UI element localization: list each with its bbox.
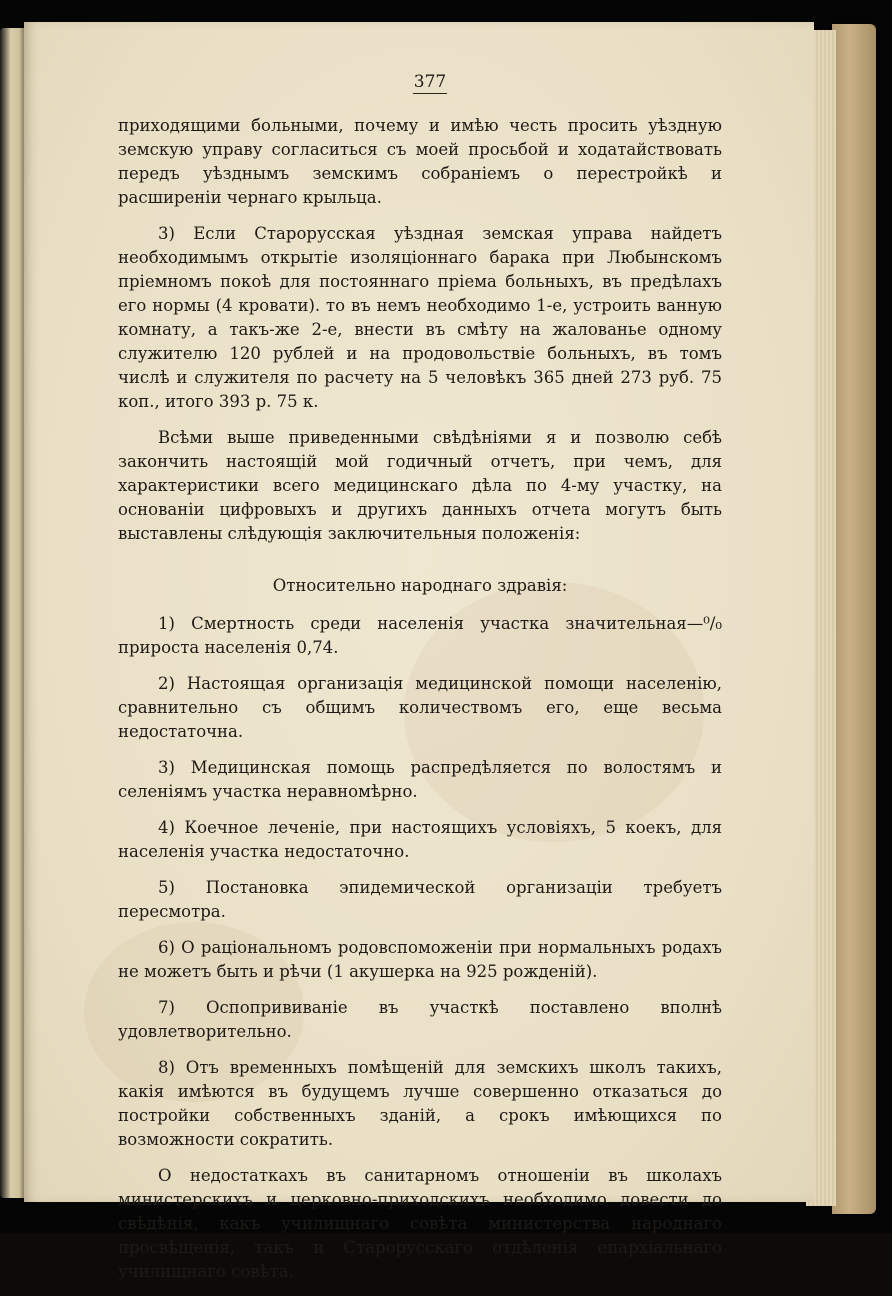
conclusion-item: 1) Смертность среди населенія участка значительная—⁰/₀ прироста населенія 0,74. <box>118 614 722 657</box>
page-number <box>118 70 722 94</box>
previous-page-edge <box>0 28 24 1198</box>
conclusion-item: 3) Медицинская помощь распредѣляется по волостямъ и селеніямъ участка неравномѣрно. <box>118 758 722 801</box>
section-heading: Относительно народнаго здравія: <box>272 576 568 595</box>
book-cover-edge <box>832 24 876 1214</box>
page-text <box>118 70 722 1296</box>
conclusion-item: 7) Оспопрививаніе въ участкѣ поставлено вполнѣ удовлетворительно. <box>118 998 722 1041</box>
conclusion-item: 6) О раціональномъ родовспоможеніи при нормальныхъ родахъ не можетъ быть и рѣчи (1 акушерка на 925 рожденій). <box>118 938 722 981</box>
conclusion-item: 2) Настоящая организація медицинской помощи населенію, сравнительно съ общимъ количествомъ его, еще весьма недостаточна. <box>118 674 722 741</box>
paragraph: 3) Если Старорусская уѣздная земская управа найдетъ необходимымъ открытіе изоляціоннаго барака при Любынскомъ пріемномъ покоѣ для постояннаго пріема больныхъ, въ предѣлахъ его нормы (4 кровати). то въ немъ необходимо 1-е, устроить ванную комнату, а такъ-же 2-е, внести въ смѣту на жалованье одному служителю 120 рублей и на продовольствіе больныхъ, въ томъ числѣ и служителя по расчету на 5 человѣкъ 365 дней 273 руб. 75 коп., итого 393 р. 75 к. <box>118 224 722 411</box>
paragraph: Всѣми выше приведенными свѣдѣніями я и позволю себѣ закончить настоящій мой годичный отчетъ, при чемъ, для характеристики всего медицинскаго дѣла по 4-му участку, на основаніи цифровыхъ и другихъ данныхъ отчета могутъ быть выставлены слѣдующія заключительныя положенія: <box>118 428 722 543</box>
conclusion-item: 4) Коечное леченіе, при настоящихъ условіяхъ, 5 коекъ, для населенія участка недостаточно. <box>118 818 722 861</box>
paragraph: приходящими больными, почему и имѣю честь просить уѣздную земскую управу согласиться съ моей просьбой и ходатайствовать передъ уѣзднымъ земскимъ собраніемъ о перестройкѣ и расширеніи чернаго крыльца. <box>118 116 722 207</box>
conclusion-item: 5) Постановка эпидемической организаціи требуетъ пересмотра. <box>118 878 722 921</box>
conclusion-item: 8) Отъ временныхъ помѣщеній для земскихъ школъ такихъ, какія имѣются въ будущемъ лучше совершенно отказаться до постройки собственныхъ зданій, а срокъ имѣющихся по возможности сократить. <box>118 1058 722 1149</box>
page-number-text: 377 <box>413 72 447 92</box>
closing-paragraph: О недостаткахъ въ санитарномъ отношеніи въ школахъ министерскихъ и церковно-приходскихъ необходимо довести до свѣдѣнія, какъ училищнаго совѣта министерства народнаго просвѣщенія, такъ и Старорусскаго отдѣленія епархіальнаго училищнаго совѣта. <box>118 1166 722 1281</box>
